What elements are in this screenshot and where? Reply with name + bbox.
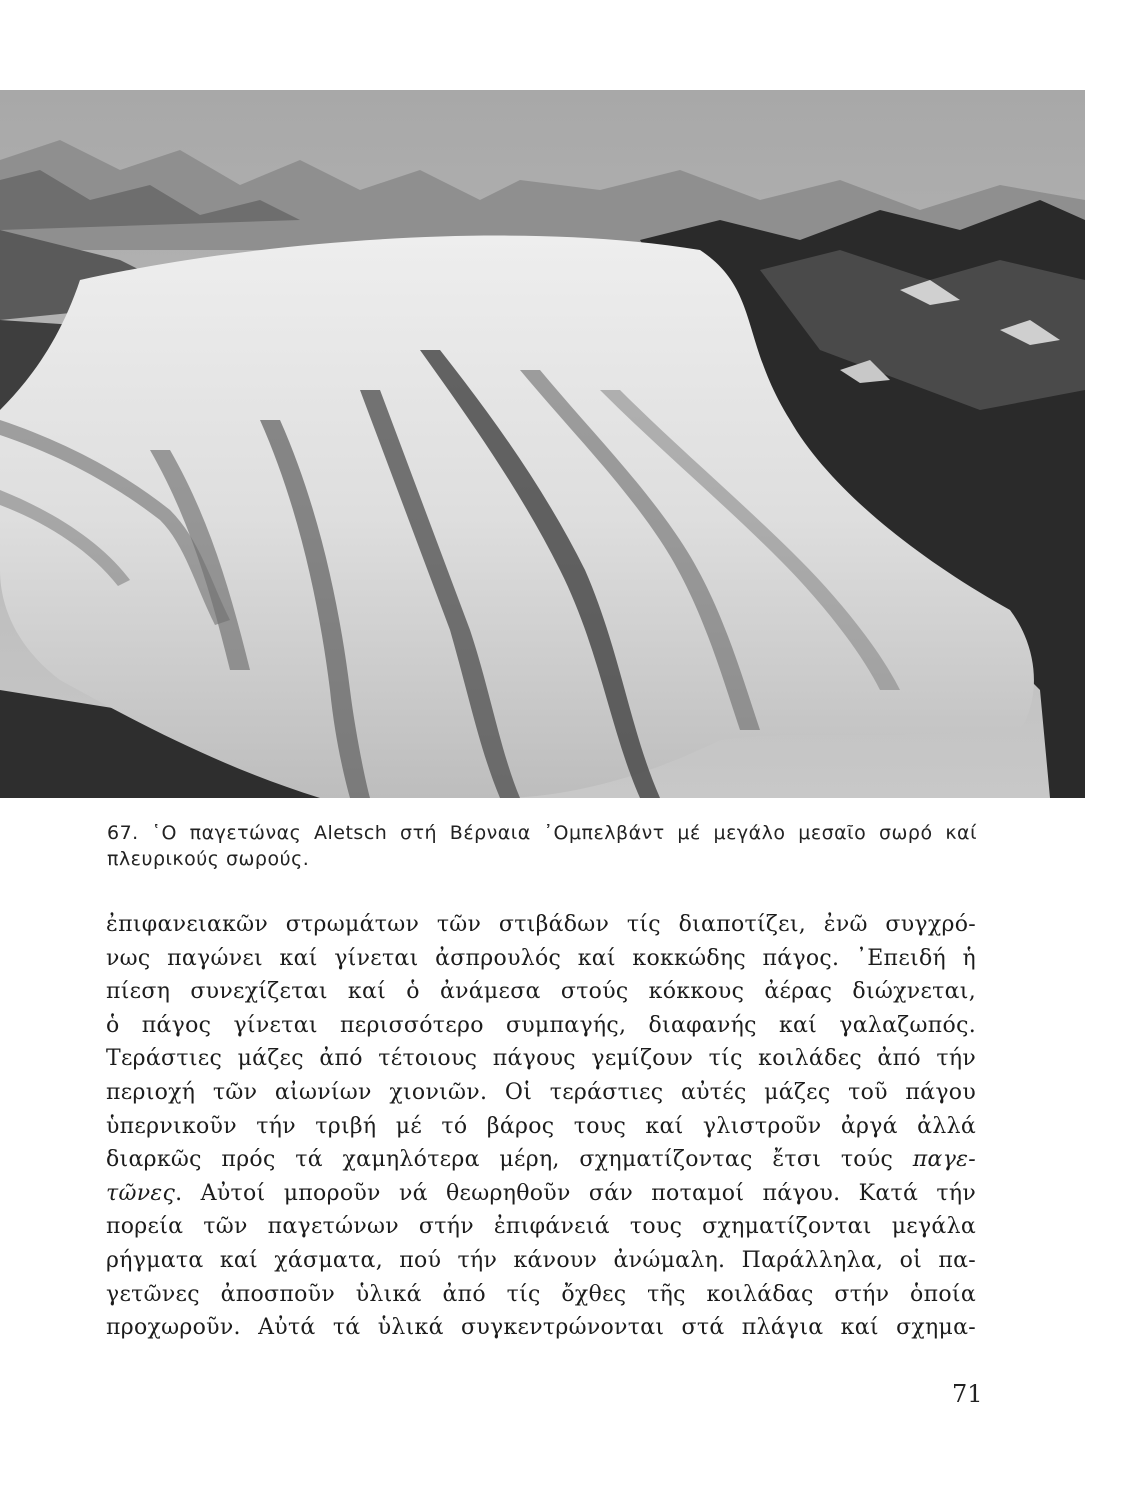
- body-line-8-text: διαρκῶς πρός τά χαμηλότερα μέρη, σχηματίζοντας ἔτσι τούς: [106, 1147, 913, 1173]
- body-line: γετῶνες ἀποσποῦν ὑλικά ἀπό τίς ὄχθες τῆς κοιλάδας στήν ὁποία: [106, 1281, 976, 1307]
- body-paragraph: [106, 908, 976, 1345]
- body-line: ὁ πάγος γίνεται περισσότερο συμπαγής, διαφανής καί γαλαζωπός.: [106, 1012, 976, 1038]
- page-number: 71: [952, 1380, 983, 1408]
- body-line: πίεση συνεχίζεται καί ὁ ἀνάμεσα στούς κόκκους ἀέρας διώχνεται,: [106, 979, 976, 1005]
- body-line: Τεράστιες μάζες ἀπό τέτοιους πάγους γεμίζουν τίς κοιλάδες ἀπό τήν: [106, 1046, 976, 1072]
- body-line-9-italic: τῶνες: [106, 1180, 176, 1206]
- body-line: νως παγώνει καί γίνεται ἀσπρουλός καί κοκκώδης πάγος. ᾿Επειδή ἡ: [106, 945, 976, 971]
- body-line: πορεία τῶν παγετώνων στήν ἐπιφάνειά τους σχηματίζονται μεγάλα: [106, 1214, 976, 1240]
- figure-caption: [107, 820, 977, 872]
- body-line: προχωροῦν. Αὐτά τά ὑλικά συγκεντρώνονται στά πλάγια καί σχημα-: [106, 1315, 976, 1341]
- body-line: ἐπιφανειακῶν στρωμάτων τῶν στιβάδων τίς διαποτίζει, ἐνῶ συγχρό-: [106, 912, 976, 937]
- glacier-photo: [0, 90, 1085, 798]
- body-line-9: [106, 1177, 976, 1211]
- caption-line-2: πλευρικούς σωρούς.: [107, 848, 310, 870]
- body-line: ρήγματα καί χάσματα, πού τήν κάνουν ἀνώμαλη. Παράλληλα, οἱ πα-: [106, 1247, 976, 1273]
- body-line: περιοχή τῶν αἰωνίων χιονιῶν. Οἱ τεράστιες αὐτές μάζες τοῦ πάγου: [106, 1079, 976, 1105]
- glacier-illustration: [0, 90, 1085, 798]
- body-line: ὑπερνικοῦν τήν τριβή μέ τό βάρος τους καί γλιστροῦν ἀργά ἀλλά: [106, 1113, 976, 1139]
- body-line-8: [106, 1143, 976, 1177]
- caption-line-1: 67. ῾Ο παγετώνας Aletsch στή Βέρναια ᾿Ομπελβάντ μέ μεγάλο μεσαῖο σωρό καί: [107, 822, 977, 844]
- body-line-9-text: . Αὐτοί μποροῦν νά θεωρηθοῦν σάν ποταμοί πάγου. Κατά τήν: [175, 1180, 976, 1206]
- body-line-8-italic: παγε-: [912, 1147, 976, 1173]
